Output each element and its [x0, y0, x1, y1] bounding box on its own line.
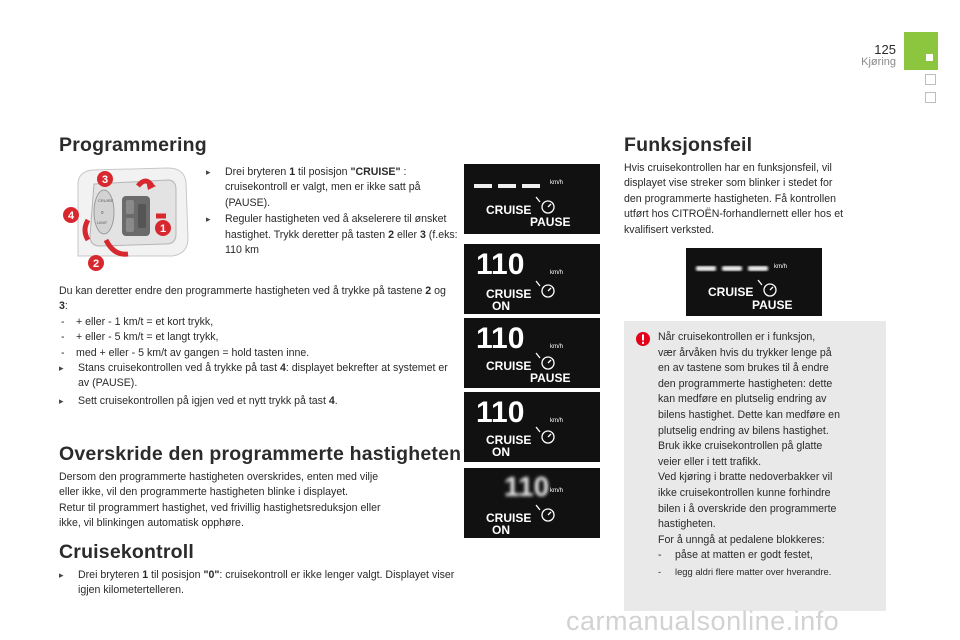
cruise-label: CRUISE — [486, 203, 532, 217]
page-number: 125 — [874, 42, 896, 57]
on-label: ON — [492, 523, 510, 537]
lever-text-zero: 0 — [101, 210, 104, 215]
text-line: Når cruisekontrollen er i funksjon, — [658, 331, 816, 343]
list-item: ▸ Drei bryteren 1 til posisjon "0": cruisekontroll er ikke lenger valgt. Displayet viser igjen kilometertelleren. — [59, 569, 455, 597]
text-line: bilens hastighet. Dette kan medføre en — [658, 408, 840, 421]
pause-label: PAUSE — [530, 371, 571, 385]
text-line: Ved kjøring i bratte nedoverbakker vil — [658, 471, 833, 484]
unit-label: km/h — [550, 488, 564, 494]
text-line: vær årvåken hvis du trykker lenge på — [658, 346, 832, 359]
warning-text — [658, 330, 884, 580]
display-fault-dashes — [686, 248, 822, 316]
chapter-tab-empty[interactable] — [925, 74, 936, 85]
text-line: en av tastene som brukes til å endre — [658, 362, 829, 375]
unit-label: km/h — [774, 264, 788, 270]
heading-cruisekontroll: Cruisekontroll — [59, 541, 194, 563]
svg-text:3: 3 — [101, 174, 109, 186]
list-item: ▸ Drei bryteren 1 til posisjon "CRUISE" : cruisekontroll er valgt, men er ikke satt på (PAUSE). — [206, 166, 421, 209]
chapter-tab-marker — [926, 54, 933, 61]
speed-value: 110 — [476, 396, 525, 429]
list-item: - påse at matten er godt festet, — [658, 549, 813, 562]
display-pause-110 — [464, 318, 600, 388]
overskride-text — [59, 470, 459, 532]
list-item: - legg aldri flere matter over hverandre. — [658, 565, 832, 577]
svg-text:2: 2 — [92, 258, 100, 270]
badge-2 — [88, 255, 104, 271]
speedometer-icon — [536, 281, 554, 297]
unit-label: km/h — [550, 344, 564, 350]
speed-value: 110 — [476, 322, 525, 355]
text-line: den programmerte hastigheten. Få kontrollen — [624, 192, 836, 205]
cruise-label: CRUISE — [486, 287, 532, 301]
chapter-tab[interactable] — [904, 32, 938, 70]
list-item: - + eller - 5 km/t = et langt trykk, — [61, 331, 219, 344]
programmering-steps — [206, 165, 458, 258]
speed-value: 110 — [476, 248, 525, 281]
programmering-adjust — [59, 284, 455, 409]
unit-label: km/h — [550, 270, 564, 276]
cruise-label: CRUISE — [708, 285, 754, 299]
text-line: ikke cruisekontrollen kunne forhindre — [658, 486, 831, 499]
text-line: eller ikke, vil den programmerte hastigheten blinke i displayet. — [59, 486, 349, 499]
svg-text:4: 4 — [67, 210, 75, 222]
text-line: utført hos CITROËN-forhandlernett eller hos et — [624, 208, 844, 221]
speedometer-icon — [536, 197, 554, 213]
speedometer-icon — [536, 353, 554, 369]
unit-label: km/h — [550, 418, 564, 424]
paragraph: Du kan deretter endre den programmerte hastigheten ved å trykke på tastene 2 og 3: — [59, 285, 446, 313]
chapter-tab-empty[interactable] — [925, 92, 936, 103]
speed-value-blinking: 110 — [504, 471, 550, 502]
display-on-blink — [464, 468, 600, 538]
text-line: For å unngå at pedalene blokkeres: — [658, 533, 825, 546]
lever-text-limit: LIMIT — [97, 220, 108, 225]
cruise-stalk-illustration — [60, 160, 195, 272]
speedometer-icon — [536, 427, 554, 443]
text-line: Hvis cruisekontrollen har en funksjonsfeil, vil — [624, 162, 832, 174]
speedometer-icon — [536, 505, 554, 521]
text-line: Dersom den programmerte hastigheten overskrides, enten med vilje — [59, 471, 379, 483]
text-line: bilen i å overskride den programmerte — [658, 502, 837, 515]
badge-4 — [63, 207, 79, 223]
text-line: hastigheten. — [658, 518, 716, 531]
list-item: ▸ Reguler hastigheten ved å akselerere til ønsket hastighet. Trykk deretter på tasten 2 eller 3 (f.eks: 110 km — [206, 213, 458, 257]
section-title: Kjøring — [861, 56, 896, 68]
text-line: Retur til programmert hastighet, ved frivillig hastighetsreduksjon eller — [59, 501, 381, 514]
display-pause-dashes — [464, 164, 600, 234]
cruise-label: CRUISE — [486, 511, 532, 525]
badge-1 — [155, 220, 171, 236]
text-line: kan medføre en plutselig endring av — [658, 393, 827, 406]
display-on-110 — [464, 244, 600, 314]
pause-label: PAUSE — [752, 298, 793, 312]
text-line: veier eller i tett trafikk. — [658, 455, 762, 468]
lever-text-cruise: CRUISE — [98, 198, 114, 203]
text-line: Bruk ikke cruisekontrollen på glatte — [658, 440, 823, 453]
heading-overskride: Overskride den programmerte hastigheten — [59, 443, 462, 465]
text-line: ikke, vil blinkingen automatisk opphøre. — [59, 517, 244, 530]
cruisekontroll-text — [59, 568, 459, 599]
cruise-label: CRUISE — [486, 433, 532, 447]
text-line: den programmerte hastigheten: dette — [658, 377, 833, 390]
pause-label: PAUSE — [530, 215, 571, 229]
warning-icon — [636, 332, 650, 346]
text-line: plutselig endring av bilens hastighet. — [658, 424, 829, 437]
unit-label: km/h — [550, 180, 564, 186]
display-on-110 — [464, 392, 600, 462]
list-item: ▸ Sett cruisekontrollen på igjen ved et nytt trykk på tast 4. — [59, 394, 338, 407]
speedometer-icon — [758, 280, 776, 296]
text-line: kvalifisert verksted. — [624, 223, 715, 236]
heading-funksjonsfeil: Funksjonsfeil — [624, 134, 753, 156]
list-item: ▸ Stans cruisekontrollen ved å trykke på tast 4: displayet bekrefter at systemet er av (PAUSE). — [59, 362, 448, 390]
cruise-label: CRUISE — [486, 359, 532, 373]
list-item: - med + eller - 5 km/t av gangen = hold tasten inne. — [61, 346, 310, 359]
on-label: ON — [492, 445, 510, 459]
warning-box — [624, 321, 886, 611]
on-label: ON — [492, 299, 510, 313]
badge-3 — [97, 171, 113, 187]
svg-text:1: 1 — [159, 223, 167, 235]
funksjonsfeil-text — [624, 161, 894, 238]
heading-programmering: Programmering — [59, 134, 207, 156]
watermark: carmanualsonline.info — [566, 606, 840, 636]
list-item: - + eller - 1 km/t = et kort trykk, — [61, 315, 214, 328]
text-line: displayet vise streker som blinker i stedet for — [624, 177, 833, 190]
